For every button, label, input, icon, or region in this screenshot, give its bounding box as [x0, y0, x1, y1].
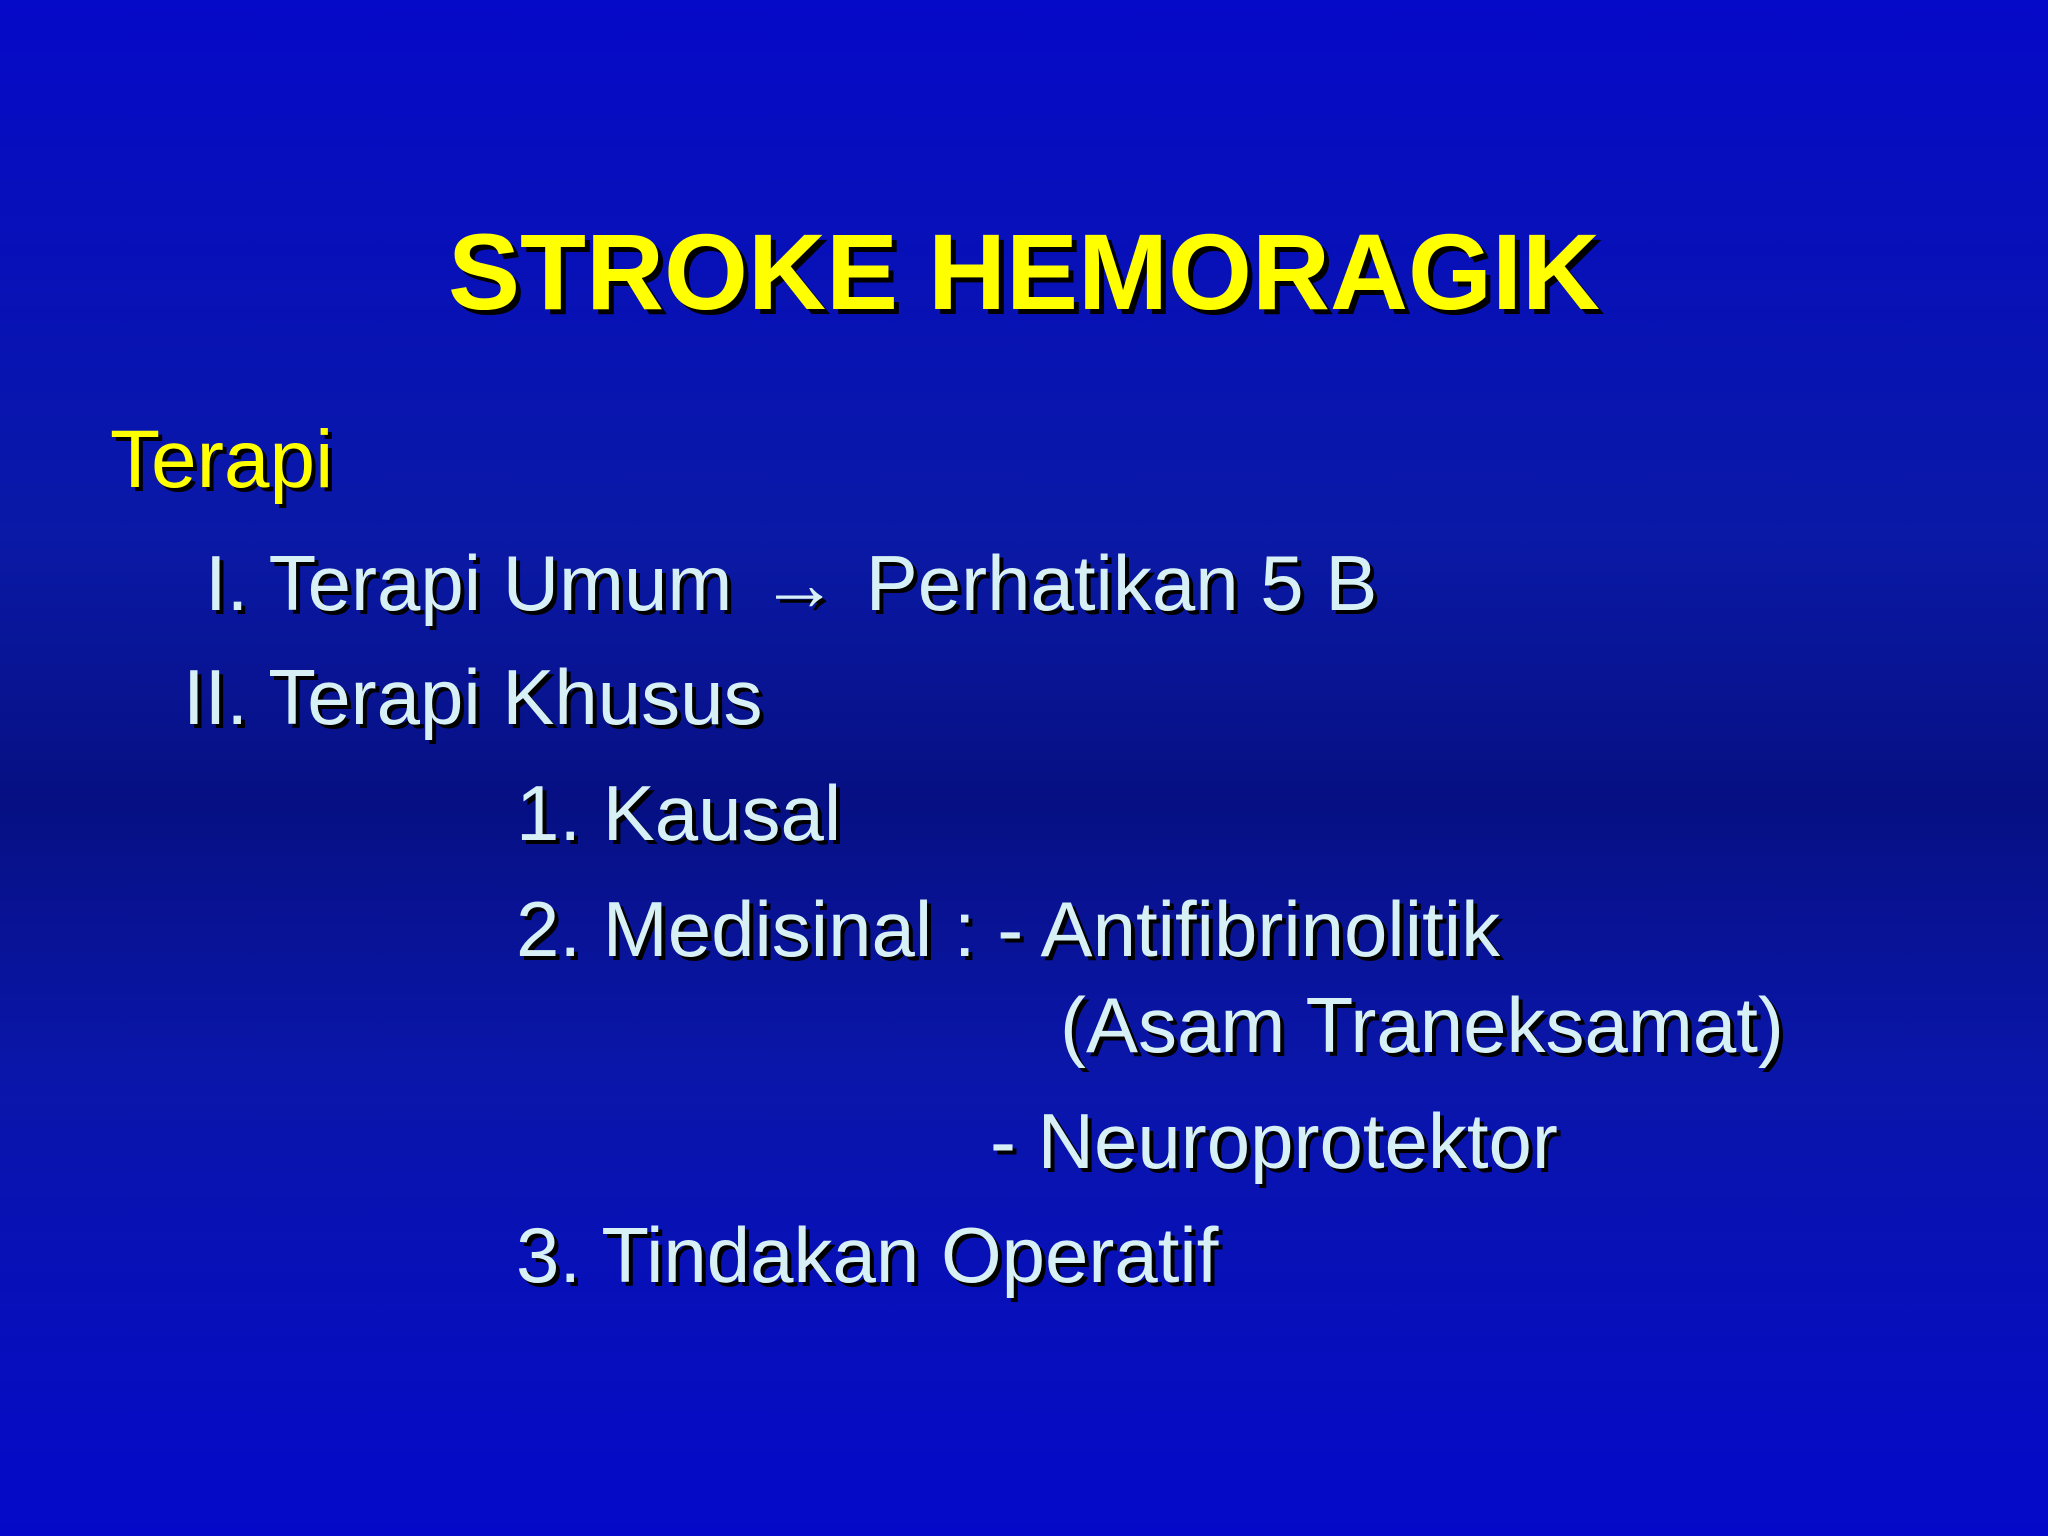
list-item-terapi-khusus: II. Terapi Khusus [183, 653, 763, 741]
sub-item-medisinal-continuation: (Asam Traneksamat) [1060, 981, 1784, 1069]
list-item-detail: Perhatikan 5 B [865, 539, 1378, 627]
list-item-terapi-umum [205, 538, 1377, 628]
sub-item-tindakan-operatif: 3. Tindakan Operatif [516, 1211, 1219, 1299]
sub-item-neuroprotektor: - Neuroprotektor [990, 1097, 1558, 1185]
section-heading: Terapi [110, 414, 334, 505]
list-item-label: I. Terapi Umum [205, 539, 733, 627]
slide-title: STROKE HEMORAGIK [447, 211, 1601, 332]
sub-item-medisinal: 2. Medisinal : - Antifibrinolitik [516, 885, 1501, 973]
sub-item-kausal: 1. Kausal [516, 769, 842, 857]
right-arrow-icon: → [760, 539, 839, 627]
